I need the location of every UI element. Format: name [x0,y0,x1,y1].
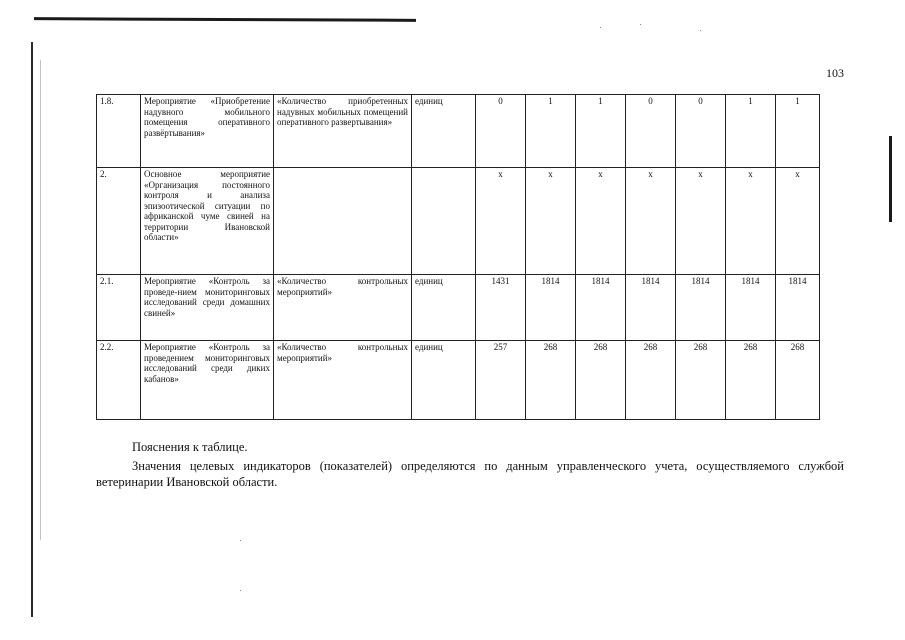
unit: единиц [412,275,476,341]
value-cell: х [676,168,726,275]
event-name: Основное мероприятие «Организация постоянного контроля и анализа эпизоотической ситуации по африканской чуме свиней на территории Ивановской области» [141,168,274,275]
value-cell: 1814 [576,275,626,341]
value-cell: х [526,168,576,275]
value-cell: 1814 [526,275,576,341]
unit: единиц [412,341,476,420]
value-cell: 268 [576,341,626,420]
value-cell: 1814 [726,275,776,341]
value-cell: 1814 [626,275,676,341]
notes-text: Значения целевых индикаторов (показателей) определяются по данным управленческого учета, осуществляемого службой ветеринарии Ивановской области. [96,458,844,489]
value-cell: 1814 [676,275,726,341]
table-row [97,341,820,420]
scan-border-left-faint [40,60,41,540]
value-cell: 268 [526,341,576,420]
unit: единиц [412,95,476,168]
value-cell: х [476,168,526,275]
table-notes [96,439,844,491]
value-cell: 257 [476,341,526,420]
value-cell: 1 [576,95,626,168]
table-row [97,275,820,341]
table-row [97,168,820,275]
value-cell: 0 [676,95,726,168]
notes-title: Пояснения к таблице. [132,440,248,454]
value-cell: 1 [726,95,776,168]
indicator-name: «Количество контрольных мероприятий» [274,341,412,420]
value-cell: 0 [476,95,526,168]
indicator-name [274,168,412,275]
indicator-name: «Количество контрольных мероприятий» [274,275,412,341]
event-name: Мероприятие «Контроль за проведением мониторинговых исследований среди диких кабанов» [141,341,274,420]
value-cell: 268 [726,341,776,420]
unit [412,168,476,275]
value-cell: 1 [776,95,820,168]
row-number: 1.8. [97,95,141,168]
row-number: 2.1. [97,275,141,341]
value-cell: х [576,168,626,275]
event-name: Мероприятие «Приобретение надувного мобильного помещения оперативного развёртывания» [141,95,274,168]
scan-speck [640,24,641,25]
scan-speck [240,590,241,591]
indicators-table [96,94,820,420]
scan-speck [240,540,241,541]
value-cell: 268 [676,341,726,420]
value-cell: 1 [526,95,576,168]
value-cell: 1431 [476,275,526,341]
table-row [97,95,820,168]
value-cell: 268 [626,341,676,420]
page-number: 103 [826,66,844,80]
value-cell: х [776,168,820,275]
indicator-name: «Количество приобретенных надувных мобильных помещений оперативного развертывания» [274,95,412,168]
scan-border-top [34,17,416,22]
row-number: 2. [97,168,141,275]
value-cell: 0 [626,95,676,168]
value-cell: х [626,168,676,275]
event-name: Мероприятие «Контроль за проведе-нием мониторинговых исследований среди домашних свиней» [141,275,274,341]
scan-border-left [31,42,33,617]
scan-speck [600,27,601,28]
value-cell: х [726,168,776,275]
scan-border-right [889,136,892,222]
row-number: 2.2. [97,341,141,420]
scan-speck [700,30,701,31]
value-cell: 268 [776,341,820,420]
value-cell: 1814 [776,275,820,341]
